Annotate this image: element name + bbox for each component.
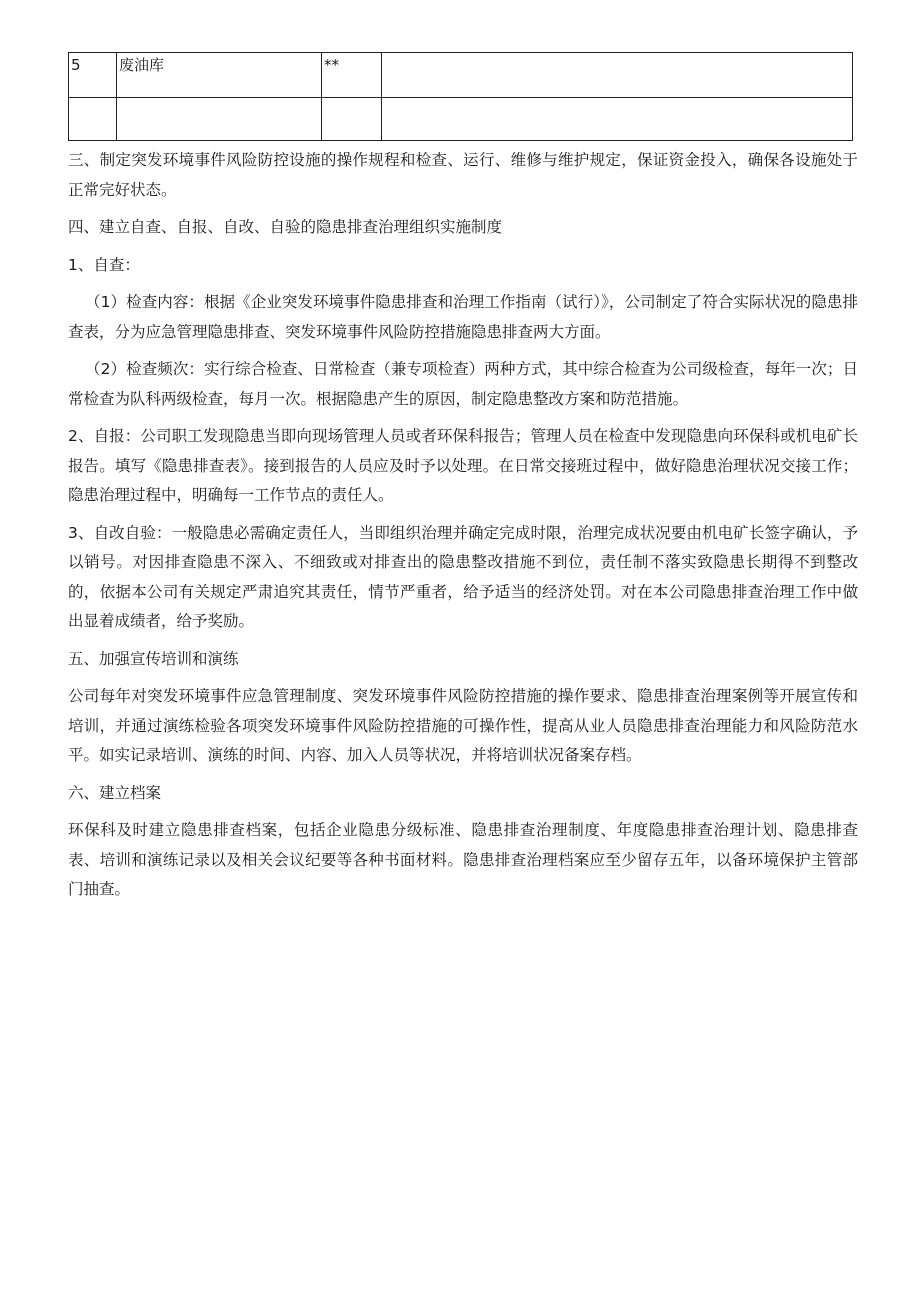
table-cell-index xyxy=(69,98,117,141)
training-paragraph: 公司每年对突发环境事件应急管理制度、突发环境事件风险防控措施的操作要求、隐患排查治理案例等开展宣传和培训，并通过演练检验各项突发环境事件风险防控措施的可操作性，提高从业人员隐患排查治理能力和风险防范水平。如实记录培训、演练的时间、内容、加入人员等状况，并将培训状况备案存档。 xyxy=(68,687,858,764)
table-cell-level xyxy=(322,98,382,141)
table-cell-name xyxy=(117,98,322,141)
self-report-paragraph: 2、自报：公司职工发现隐患当即向现场管理人员或者环保科报告；管理人员在检查中发现隐患向环保科或机电矿长报告。填写《隐患排查表》。接到报告的人员应及时予以处理。在日常交接班过程中，做好隐患治理状况交接工作；隐患治理过程中，明确每一工作节点的责任人。 xyxy=(68,427,858,504)
table-row xyxy=(69,53,853,98)
table-cell-index: 5 xyxy=(69,53,117,98)
self-check-heading: 1、自查： xyxy=(68,255,140,274)
table-cell-level: ** xyxy=(322,53,382,98)
table-cell-name: 废油库 xyxy=(117,53,322,98)
check-frequency-paragraph: （2）检查频次：实行综合检查、日常检查（兼专项检查）两种方式，其中综合检查为公司级检查，每年一次；日常检查为队科两级检查，每月一次。根据隐患产生的原因，制定隐患整改方案和防范措施。 xyxy=(68,360,858,408)
table-row xyxy=(69,98,853,141)
table-cell-note xyxy=(382,98,853,141)
document-body xyxy=(68,146,858,913)
risk-table xyxy=(68,52,853,141)
section-3-paragraph: 三、制定突发环境事件风险防控设施的操作规程和检查、运行、维修与维护规定，保证资金投入，确保各设施处于正常完好状态。 xyxy=(68,151,858,199)
table-cell-note xyxy=(382,53,853,98)
check-content-paragraph: （1）检查内容：根据《企业突发环境事件隐患排查和治理工作指南（试行）》，公司制定了符合实际状况的隐患排查表，分为应急管理隐患排查、突发环境事件风险防控措施隐患排查两大方面。 xyxy=(68,293,858,341)
section-4-heading: 四、建立自查、自报、自改、自验的隐患排查治理组织实施制度 xyxy=(68,218,503,236)
section-5-heading: 五、加强宣传培训和演练 xyxy=(68,649,239,668)
self-correct-paragraph: 3、自改自验：一般隐患必需确定责任人，当即组织治理并确定完成时限，治理完成状况要由机电矿长签字确认，予以销号。对因排查隐患不深入、不细致或对排查出的隐患整改措施不到位，责任制不落实致隐患长期得不到整改的，依据本公司有关规定严肃追究其责任，情节严重者，给予适当的经济处罚。对在本公司隐患排查治理工作中做出显着成绩者，给予奖励。 xyxy=(68,523,858,630)
section-6-heading: 六、建立档案 xyxy=(68,783,162,802)
archive-paragraph: 环保科及时建立隐患排查档案，包括企业隐患分级标准、隐患排查治理制度、年度隐患排查治理计划、隐患排查表、培训和演练记录以及相关会议纪要等各种书面材料。隐患排查治理档案应至少留存五年，以备环境保护主管部门抽查。 xyxy=(68,821,858,898)
